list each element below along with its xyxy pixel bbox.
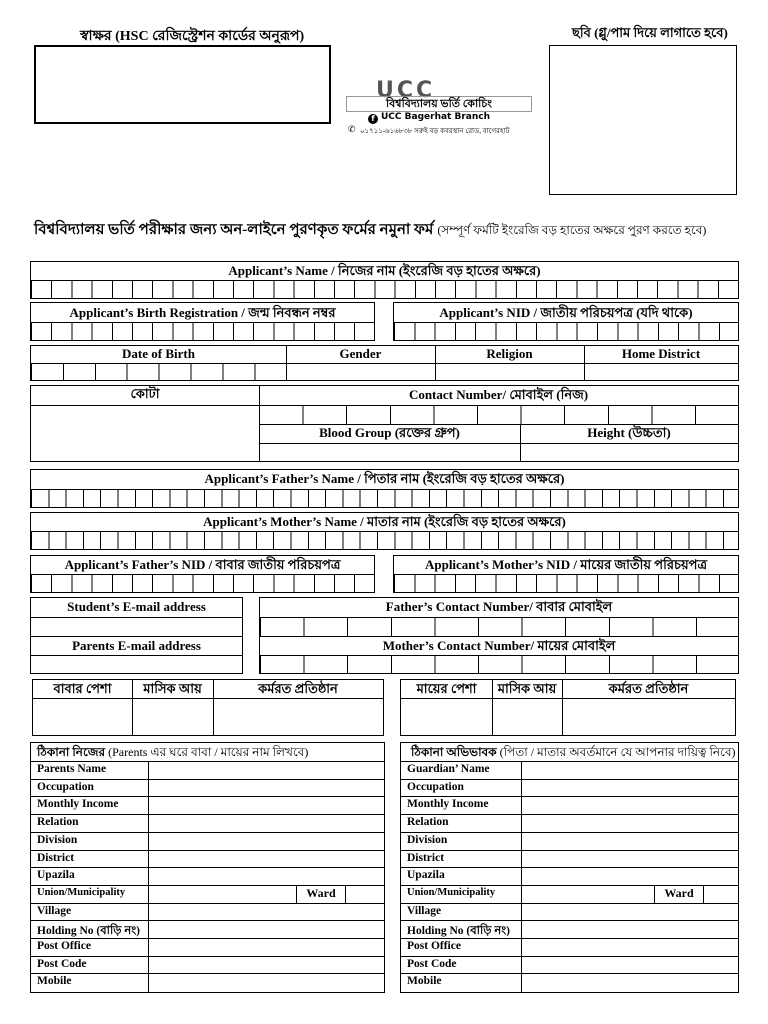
photo-label: ছবি (গ্লু/পাম দিয়ে লাগাতে হবে) <box>572 25 728 40</box>
father-occupation-field[interactable] <box>33 699 132 735</box>
address-guardian-row-label: Division <box>407 833 448 846</box>
father-workplace-field[interactable] <box>214 699 383 735</box>
nid-box <box>393 302 739 341</box>
mother-workplace-label: কর্মরত প্রতিষ্ঠান <box>608 681 689 696</box>
mother-occupation-field[interactable] <box>401 699 492 735</box>
religion-label: Religion <box>486 346 533 361</box>
signature-box[interactable] <box>34 45 331 124</box>
address-own-row-field[interactable] <box>153 939 382 955</box>
gender-field[interactable] <box>287 364 434 380</box>
address-guardian-row-field[interactable] <box>523 780 736 796</box>
father-income-label: মাসিক আয় <box>143 681 202 696</box>
address-own-row-field[interactable] <box>153 904 382 920</box>
address-own-row-field[interactable] <box>153 797 382 813</box>
parents-email-field[interactable] <box>31 656 242 673</box>
gender-label: Gender <box>339 346 382 361</box>
address-own-row-field[interactable] <box>153 851 382 867</box>
address-own-row-label: Post Code <box>37 957 87 970</box>
blood-group-field[interactable] <box>260 444 519 461</box>
address-own-row-label: Division <box>37 833 78 846</box>
mother-name-box <box>30 512 739 550</box>
mother-income-label: মাসিক আয় <box>497 681 557 696</box>
mother-contact-label: Mother’s Contact Number/ মায়ের মোবাইল <box>382 638 616 653</box>
applicant-name-cells[interactable] <box>31 280 738 298</box>
address-guardian-row-field[interactable] <box>523 851 736 867</box>
logo-branch: UCC Bagerhat Branch <box>381 112 491 122</box>
address-own-row-label: Monthly Income <box>37 798 119 811</box>
ucc-logo <box>346 78 532 134</box>
contact-label: Contact Number/ মোবাইল (নিজ) <box>408 387 589 402</box>
address-guardian-row-field[interactable] <box>523 921 736 937</box>
address-guardian-row-field[interactable] <box>523 904 736 920</box>
form-title-note: (সম্পূর্ণ ফর্মটি ইংরেজি বড় হাতের অক্ষরে পুরণ করতে হবে) <box>437 223 707 237</box>
father-nid-box <box>30 555 375 593</box>
mother-nid-cells[interactable] <box>394 574 738 592</box>
facebook-icon: f <box>368 114 378 124</box>
address-own-row-field[interactable] <box>153 868 382 884</box>
father-nid-cells[interactable] <box>31 574 374 592</box>
home-district-label: Home District <box>621 346 701 361</box>
address-guardian-row-label: Union/Municipality <box>407 886 496 898</box>
address-guardian-ward-label: Ward <box>654 885 704 903</box>
form-title-main: বিশ্ববিদ্যালয় ভর্তি পরীক্ষার জন্য অন-লাইনে পুরণকৃত ফর্মের নমুনা ফর্ম <box>34 222 434 238</box>
birth-reg-cells[interactable] <box>31 322 374 340</box>
quota-field[interactable] <box>31 406 259 461</box>
father-name-cells[interactable] <box>31 489 738 507</box>
address-own-table <box>30 742 385 993</box>
father-workplace-label: কর্মরত প্রতিষ্ঠান <box>258 681 338 696</box>
address-guardian-row-field[interactable] <box>523 886 736 902</box>
address-guardian-row-label: Guardian’ Name <box>407 763 490 775</box>
address-guardian-row-label: Village <box>407 904 442 917</box>
address-guardian-row-field[interactable] <box>523 833 736 849</box>
address-guardian-row-field[interactable] <box>523 762 736 778</box>
address-own-row-field[interactable] <box>153 957 382 973</box>
address-guardian-row-field[interactable] <box>523 815 736 831</box>
address-own-row-label: Occupation <box>37 780 94 793</box>
address-guardian-row-label: Upazila <box>407 869 445 882</box>
logo-contact: ০১৭১১-৬১৬৮৩৮ সরুই বড় কবরস্থান রোড, বাগেরহাট <box>360 127 510 135</box>
applicant-name-label: Applicant’s Name / নিজের নাম (ইংরেজি বড় হাতের অক্ষরে) <box>228 263 541 278</box>
address-own-row-field[interactable] <box>153 815 382 831</box>
mother-contact-cells[interactable] <box>260 655 738 673</box>
signature-label: স্বাক্ষর (HSC রেজিস্ট্রেশন কার্ডের অনুরূপ) <box>80 29 305 44</box>
address-guardian-row-label: Relation <box>407 816 449 829</box>
address-guardian-row-label: Monthly Income <box>407 798 489 811</box>
father-nid-label: Applicant’s Father’s NID / বাবার জাতীয় পরিচয়পত্র <box>64 557 341 572</box>
mother-workplace-field[interactable] <box>563 699 735 735</box>
address-own-row-label: Parents Name <box>37 763 107 775</box>
address-guardian-row-label: District <box>407 851 445 864</box>
address-own-row-label: Holding No (বাড়ি নং) <box>37 925 141 938</box>
nid-label: Applicant’s NID / জাতীয় পরিচয়পত্র (যদি থাকে) <box>439 305 693 320</box>
address-own-row-label: Village <box>37 904 72 917</box>
address-own-row-field[interactable] <box>153 780 382 796</box>
address-own-row-field[interactable] <box>153 886 382 902</box>
mother-income-field[interactable] <box>493 699 562 735</box>
dob-row-box <box>30 345 739 381</box>
mother-name-cells[interactable] <box>31 531 738 549</box>
parent-contact-box <box>259 597 739 674</box>
father-income-field[interactable] <box>133 699 213 735</box>
logo-tagline: বিশ্ববিদ্যালয় ভর্তি কোচিং <box>346 96 532 112</box>
dob-label: Date of Birth <box>122 346 195 361</box>
form-title <box>34 218 706 243</box>
mother-nid-label: Applicant’s Mother’s NID / মায়ের জাতীয় পরিচয়পত্র <box>424 557 708 572</box>
address-guardian-row-field[interactable] <box>523 939 736 955</box>
religion-field[interactable] <box>436 364 583 380</box>
address-own-title: ঠিকানা নিজের (Parents এর ঘরে বাবা / মায়ের নাম লিখবে) <box>37 745 309 759</box>
mother-nid-box <box>393 555 739 593</box>
address-guardian-table <box>400 742 739 993</box>
dob-cells[interactable] <box>31 363 286 380</box>
father-name-box <box>30 469 739 508</box>
address-own-row-label: District <box>37 851 75 864</box>
address-own-row-field[interactable] <box>153 833 382 849</box>
mother-occupation-label: মায়ের পেশা <box>416 681 477 696</box>
address-own-row-label: Union/Municipality <box>37 886 126 898</box>
mother-name-label: Applicant’s Mother’s Name / মাতার নাম (ইংরেজি বড় হাতের অক্ষরে) <box>203 514 566 529</box>
address-guardian-row-field[interactable] <box>523 797 736 813</box>
birth-reg-box <box>30 302 375 341</box>
address-own-row-field[interactable] <box>153 762 382 778</box>
height-label: Height (উচ্চতা) <box>587 425 671 440</box>
father-contact-label: Father’s Contact Number/ বাবার মোবাইল <box>385 599 613 614</box>
quota-contact-box <box>30 385 739 462</box>
applicant-name-box <box>30 261 739 299</box>
address-own-row-label: Post Office <box>37 940 91 952</box>
address-own-row-field[interactable] <box>153 921 382 937</box>
quota-label: কোটা <box>130 386 160 401</box>
father-contact-cells[interactable] <box>260 617 738 637</box>
student-email-label: Student’s E-mail address <box>67 599 206 614</box>
email-box <box>30 597 243 674</box>
address-guardian-row-label: Holding No (বাড়ি নং) <box>407 925 511 938</box>
address-guardian-row-label: Post Office <box>407 940 461 952</box>
address-own-row-label: Mobile <box>37 975 72 988</box>
logo-brand: UCC <box>376 78 436 103</box>
address-guardian-row-label: Occupation <box>407 780 464 793</box>
mother-occupation-table <box>400 679 736 736</box>
birth-reg-label: Applicant’s Birth Registration / জন্ম নিবন্ধন নম্বর <box>69 305 336 320</box>
contact-cells[interactable] <box>259 405 738 425</box>
address-own-ward-label: Ward <box>296 885 346 903</box>
photo-box[interactable] <box>549 45 737 195</box>
father-name-label: Applicant’s Father’s Name / পিতার নাম (ইংরেজি বড় হাতের অক্ষরে) <box>204 471 565 486</box>
address-guardian-row-field[interactable] <box>523 868 736 884</box>
home-district-field[interactable] <box>585 364 737 380</box>
address-own-row-label: Upazila <box>37 869 75 882</box>
address-own-row-label: Relation <box>37 816 79 829</box>
student-email-field[interactable] <box>31 618 242 636</box>
address-guardian-row-field[interactable] <box>523 957 736 973</box>
nid-cells[interactable] <box>394 322 738 340</box>
address-own-row-field[interactable] <box>153 974 382 990</box>
father-occupation-label: বাবার পেশা <box>53 681 112 696</box>
address-guardian-title: ঠিকানা অভিভাবক (পিতা / মাতার অবর্তমানে যে আপনার দায়িত্ব নিবে) <box>411 745 736 759</box>
address-guardian-row-label: Mobile <box>407 975 442 988</box>
parents-email-label: Parents E-mail address <box>72 638 201 653</box>
address-guardian-row-field[interactable] <box>523 974 736 990</box>
height-field[interactable] <box>521 444 737 461</box>
address-guardian-row-label: Post Code <box>407 957 457 970</box>
phone-icon: ✆ <box>348 124 356 134</box>
father-occupation-table <box>32 679 384 736</box>
blood-group-label: Blood Group (রক্তের গ্রুপ) <box>319 425 460 440</box>
